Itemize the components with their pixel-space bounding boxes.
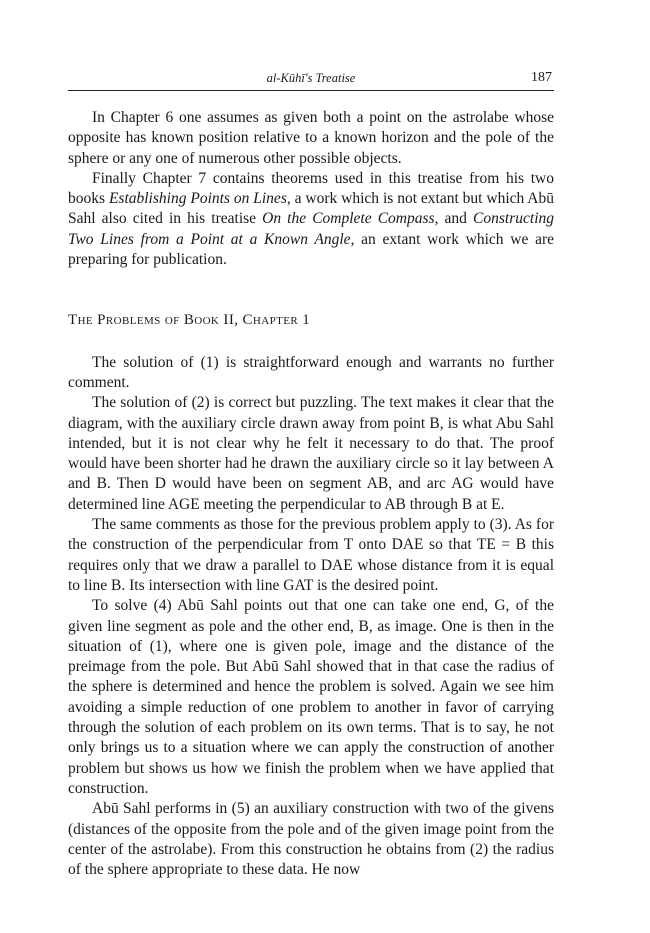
- section-paragraph-1: The solution of (1) is straightforward enough and warrants no further comment.: [68, 353, 554, 391]
- text-run: , a work which is not extant but which Abū Sahl also cited in his treatise: [68, 190, 554, 228]
- running-header: [68, 70, 554, 91]
- page-number: 187: [531, 70, 552, 85]
- section-paragraph-5: Abū Sahl performs in (5) an auxiliary construction with two of the givens (distances of the opposite from the pole and of the given image point from the center of the astrolabe). From this construction he obtains from (2) the radius of the sphere appropriate to these data. He now: [68, 800, 554, 879]
- intro-paragraph-2: [68, 169, 554, 270]
- text-run: , and: [434, 210, 474, 228]
- section-paragraph-2: The solution of (2) is correct but puzzling. The text makes it clear that the diagram, with the auxiliary circle drawn away from point B, is what Abu Sahl intended, but it is not clear why he felt it necessary to do that. The proof would have been shorter had he drawn the auxiliary circle so it lay between A and B. Then D would have been on segment AB, and arc AG would have determined line AGE meeting the perpendicular to AB through B at E.: [68, 394, 554, 513]
- book-title-complete-compass: On the Complete Compass: [262, 210, 435, 228]
- section-heading: The Problems of Book II, Chapter 1: [68, 312, 311, 329]
- text-run: Finally Chapter 7 contains theorems used in this treatise from his two books: [68, 169, 554, 208]
- book-title-constructing-two-lines: Constructing Two Lines from a Point at a Known Angle: [68, 210, 554, 248]
- running-title: al-Kūhī's Treatise: [266, 71, 356, 85]
- intro-paragraph-1: In Chapter 6 one assumes as given both a point on the astrolabe whose opposite has known position relative to a known horizon and the pole of the sphere or any one of numerous other possible objects.: [68, 109, 554, 167]
- section-paragraph-4: To solve (4) Abū Sahl points out that one can take one end, G, of the given line segment as pole and the other end, B, as image. One is then in the situation of (1), where one is given pole, image and the distance of the preimage from the pole. But Abū Sahl showed that in that case the radius of the sphere is determined and hence the problem is solved. Again we see him avoiding a simple reduction of one problem to another in favor of carrying through the solution of each problem on its own terms. That is to say, he not only brings us to a situation where we can apply the construction of another problem but shows us how we finish the problem when we have applied that construction.: [68, 597, 554, 797]
- book-title-establishing-points: Establishing Points on Lines: [108, 190, 287, 208]
- text-run: , an extant work which we are preparing for publication.: [68, 230, 554, 269]
- body-text: [68, 108, 554, 880]
- section-paragraph-3: The same comments as those for the previous problem apply to (3). As for the construction of the perpendicular from T onto DAE so that TE = B this requires only that we draw a parallel to DAE whose distance from it is equal to line B. Its intersection with line GAT is the desired point.: [68, 516, 554, 594]
